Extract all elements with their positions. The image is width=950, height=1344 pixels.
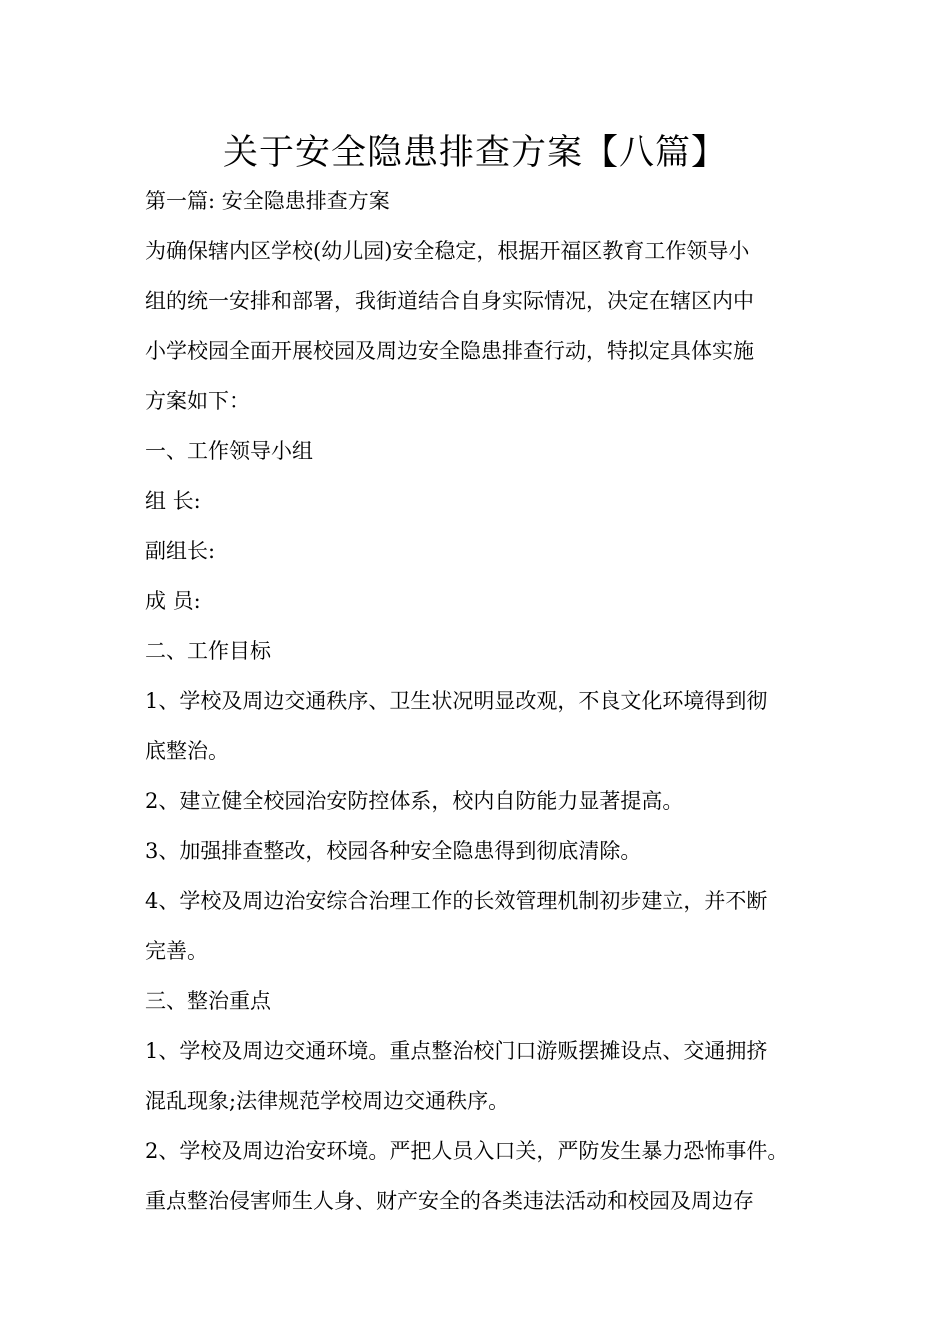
goal-item: 1、学校及周边交通秩序、卫生状况明显改观，不良文化环境得到彻 <box>145 689 768 713</box>
document-title: 关于安全隐患排查方案【八篇】 <box>222 133 727 173</box>
goal-item-continuation: 底整治。 <box>145 739 229 763</box>
section-heading-key-focus: 三、整治重点 <box>145 989 271 1013</box>
group-leader-label: 组 长: <box>145 489 201 513</box>
deputy-leader-label: 副组长: <box>145 539 216 563</box>
goal-item-continuation: 完善。 <box>145 939 208 963</box>
focus-item: 1、学校及周边交通环境。重点整治校门口游贩摆摊设点、交通拥挤 <box>145 1039 768 1063</box>
paragraph-line: 为确保辖内区学校(幼儿园)安全稳定，根据开福区教育工作领导小 <box>145 239 750 263</box>
paragraph-line: 组的统一安排和部署，我街道结合自身实际情况，决定在辖区内中 <box>145 289 754 313</box>
section-heading-leadership-group: 一、工作领导小组 <box>145 439 313 463</box>
goal-item: 2、建立健全校园治安防控体系，校内自防能力显著提高。 <box>145 789 684 813</box>
section-heading-work-goals: 二、工作目标 <box>145 639 271 663</box>
document-body <box>145 180 835 1230</box>
section-heading-first-article: 第一篇: 安全隐患排查方案 <box>145 189 390 213</box>
members-label: 成 员: <box>145 589 201 613</box>
paragraph-line: 小学校园全面开展校园及周边安全隐患排查行动，特拟定具体实施 <box>145 339 754 363</box>
goal-item: 3、加强排查整改，校园各种安全隐患得到彻底清除。 <box>145 839 642 863</box>
focus-item-continuation: 重点整治侵害师生人身、财产安全的各类违法活动和校园及周边存 <box>145 1189 754 1213</box>
focus-item-continuation: 混乱现象;法律规范学校周边交通秩序。 <box>145 1089 510 1113</box>
goal-item: 4、学校及周边治安综合治理工作的长效管理机制初步建立，并不断 <box>145 889 768 913</box>
paragraph-line: 方案如下： <box>145 389 250 413</box>
focus-item: 2、学校及周边治安环境。严把人员入口关，严防发生暴力恐怖事件。 <box>145 1139 789 1163</box>
